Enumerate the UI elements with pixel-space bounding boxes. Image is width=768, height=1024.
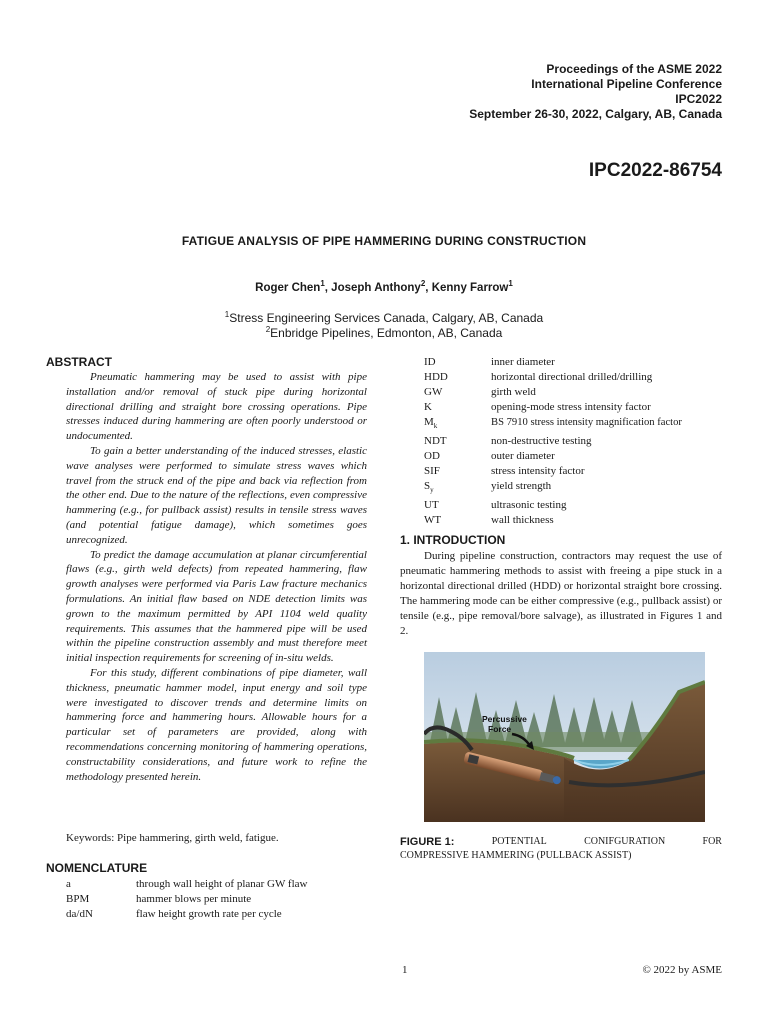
nom-abbr-main: S: [424, 480, 431, 493]
affiliation-2: [0, 326, 768, 340]
affiliation-text: Enbridge Pipelines, Edmonton, AB, Canada: [270, 326, 503, 340]
nom-abbr: [424, 415, 491, 434]
nom-def: horizontal directional drilled/drilling: [491, 371, 653, 383]
proceedings-line-1: Proceedings of the ASME 2022: [546, 62, 722, 76]
nom-def: hammer blows per minute: [136, 893, 252, 905]
abstract-heading: ABSTRACT: [46, 355, 112, 369]
nomenclature-row: [424, 498, 724, 513]
nom-def: opening-mode stress intensity factor: [491, 401, 651, 413]
affiliation-1: [0, 311, 768, 325]
nomenclature-list-right: [424, 355, 724, 528]
nom-def: inner diameter: [491, 356, 555, 368]
keywords: Keywords: Pipe hammering, girth weld, fatigue.: [66, 832, 279, 844]
author-sup: 1: [320, 279, 325, 289]
copyright: © 2022 by ASME: [642, 964, 722, 976]
caption-word: FOR: [702, 836, 722, 847]
caption-word: CONIFGURATION: [584, 836, 666, 847]
nom-def: outer diameter: [491, 450, 555, 463]
abstract-body: [66, 370, 367, 784]
nom-abbr-sub: y: [430, 486, 434, 495]
nomenclature-heading: NOMENCLATURE: [46, 861, 148, 875]
nom-abbr: NDT: [424, 435, 447, 448]
nomenclature-row: [66, 907, 366, 922]
nom-def: girth weld: [491, 386, 536, 398]
nom-abbr: WT: [424, 514, 442, 527]
paper-id: IPC2022-86754: [588, 160, 722, 181]
force-label: Force: [488, 724, 512, 734]
author-name: Joseph Anthony: [331, 282, 421, 294]
abstract-paragraph: To predict the damage accumulation at planar circumferential flaws (e.g., girth weld defects) from repeated hammering, flaw growth analyses were performed via Paris Law fracture mechanics formulations. An initial flaw based on NDE detection limits was grown to the maximum permitted by API 1104 weld quality requirements. This assumes that the hammered pipe will be used within the pipeline construction assembly and must therefore meet initial inspection requirements for screening of in-situ welds.: [66, 548, 367, 665]
author-sup: 1: [508, 279, 513, 289]
nomenclature-row: [424, 415, 724, 434]
abstract-paragraph: For this study, different combinations of pipe diameter, wall thickness, pneumatic hammer model, input energy and soil type were investigated to discover trends and determine limits on hammering force and hammering hours. Allowable hours for a particular set of parameters are provided, along with recommendations concerning monitoring of hammering operations, constructability considerations, and future work to refine the methodology presented herein.: [66, 666, 367, 783]
nomenclature-row: [424, 449, 724, 464]
nom-abbr: GW: [424, 386, 443, 398]
page-number: 1: [402, 964, 408, 976]
caption-line-2: COMPRESSIVE HAMMERING (PULLBACK ASSIST): [400, 850, 632, 861]
figure-1-illustration: [424, 652, 705, 822]
nomenclature-list-left: [66, 877, 366, 922]
figure-1-caption: [400, 835, 722, 863]
nom-abbr: [424, 479, 491, 498]
nomenclature-row: [424, 434, 724, 449]
proceedings-line-4: September 26-30, 2022, Calgary, AB, Canada: [469, 107, 722, 121]
nom-def: ultrasonic testing: [491, 499, 567, 512]
nom-abbr-main: M: [424, 416, 434, 428]
nomenclature-row: [424, 464, 724, 479]
abstract-paragraph: To gain a better understanding of the induced stresses, elastic wave analyses were performed to simulate stress waves which travel from the struck end of the pipe and back via reflection from the other end. Due to the nature of the reflections, even compressive hammering (e.g., for pullback assist) results in tensile stress waves (and potential fatigue damage), which sometimes goes unrecognized.: [66, 444, 367, 546]
nomenclature-row: [424, 385, 724, 400]
nom-abbr: a: [66, 878, 71, 890]
introduction-heading: 1. INTRODUCTION: [400, 533, 506, 547]
nom-abbr: K: [424, 401, 432, 413]
caption-word: POTENTIAL: [491, 836, 547, 847]
introduction-body: [400, 549, 722, 638]
nomenclature-row: [424, 355, 724, 370]
author-name: Kenny Farrow: [431, 282, 509, 294]
author-sup: 2: [420, 279, 426, 289]
caption-line-1: [400, 835, 722, 849]
nomenclature-row: [66, 877, 366, 892]
proceedings-line-2: International Pipeline Conference: [531, 77, 722, 91]
nom-def: flaw height growth rate per cycle: [136, 908, 282, 920]
proceedings-line-3: IPC2022: [675, 92, 722, 106]
caption-label: FIGURE 1:: [400, 836, 455, 848]
nom-abbr: UT: [424, 499, 439, 512]
nom-abbr: OD: [424, 450, 440, 463]
nom-def: BS 7910 stress intensity magnification factor: [491, 417, 682, 428]
author-list: [0, 279, 768, 294]
nomenclature-row: [424, 370, 724, 385]
percussive-label: Percussive: [482, 714, 527, 724]
nom-abbr: SIF: [424, 465, 440, 478]
nomenclature-row: [424, 400, 724, 415]
nom-abbr: BPM: [66, 893, 90, 905]
nomenclature-row: [424, 513, 724, 528]
nom-abbr: ID: [424, 356, 436, 368]
affiliation-text: Stress Engineering Services Canada, Calgary, AB, Canada: [229, 311, 544, 325]
introduction-paragraph: During pipeline construction, contractors may request the use of pneumatic hammering methods to assist with freeing a pipe stuck in a horizontal directional drilled (HDD) or horizontal straight bore crossing. The hammering mode can be either compressive (e.g., pullback assist) or tensile (e.g., pipe removal/bore salvage), as illustrated in Figures 1 and 2.: [400, 550, 722, 637]
nom-def: yield strength: [491, 480, 552, 493]
nom-def: non-destructive testing: [491, 435, 592, 448]
nom-abbr-sub: k: [433, 422, 438, 431]
author-sep: ,: [324, 282, 332, 294]
nom-def: through wall height of planar GW flaw: [136, 878, 308, 890]
nom-abbr: da/dN: [66, 908, 93, 920]
nom-abbr: HDD: [424, 371, 448, 383]
nomenclature-row: [424, 479, 724, 498]
hammering-diagram: [424, 652, 705, 822]
nom-def: stress intensity factor: [491, 465, 585, 478]
nom-def: wall thickness: [491, 514, 554, 527]
author-sep: ,: [425, 282, 432, 294]
affiliation-sup: 1: [224, 310, 230, 319]
abstract-paragraph: Pneumatic hammering may be used to assist with pipe installation and/or removal of stuck pipe during horizontal directional drilling and straight bore crossing operations. Pipe stresses induced during hammering are often poorly understood or undocumented.: [66, 371, 367, 443]
affiliation-sup: 2: [265, 325, 271, 334]
author-name: Roger Chen: [255, 282, 321, 294]
paper-title: FATIGUE ANALYSIS OF PIPE HAMMERING DURING CONSTRUCTION: [181, 234, 587, 248]
nomenclature-row: [66, 892, 366, 907]
